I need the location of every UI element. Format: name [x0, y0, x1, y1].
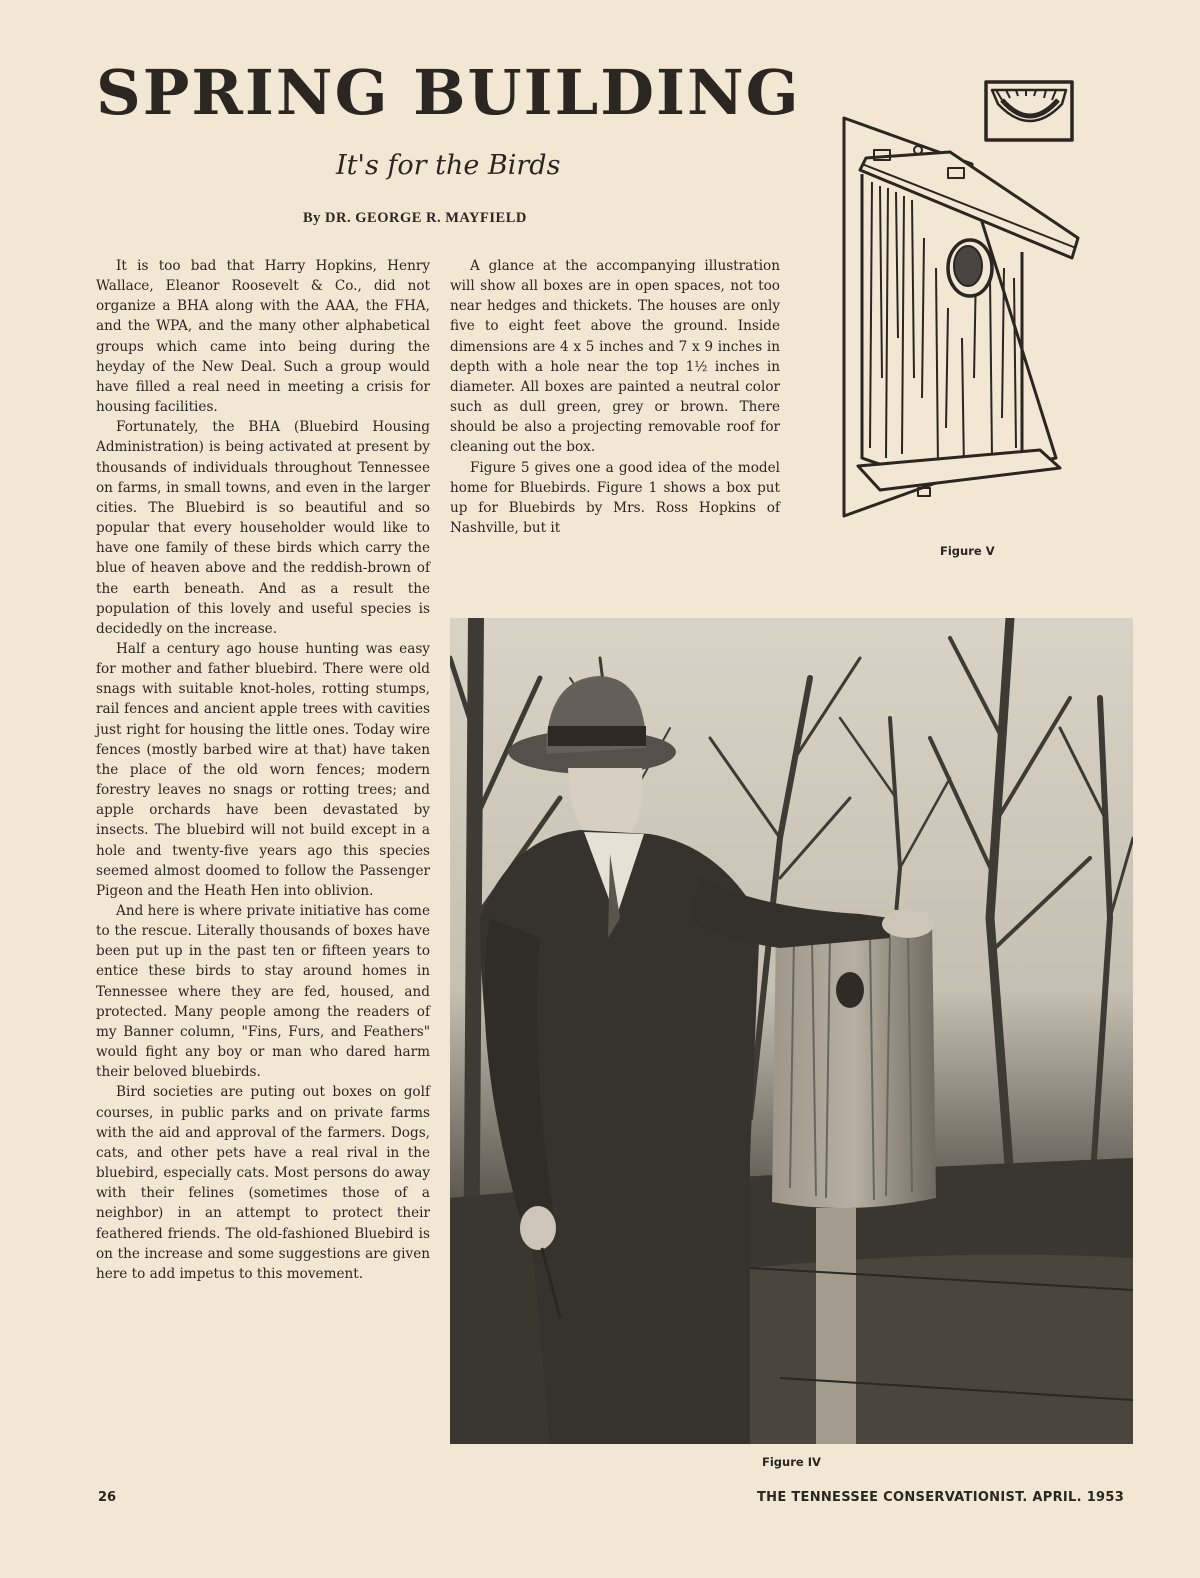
article-column-2 [450, 256, 780, 538]
paragraph: A glance at the accompanying illustration will show all boxes are in open spaces, not too near hedges and thickets. The houses are only five to eight feet above the ground. Inside dimensions are 4 x 5 inches and 7 x 9 inches in depth with a hole near the top 1½ inches in diameter. All boxes are painted a neutral color such as dull green, grey or brown. There should be also a projecting removable roof for cleaning out the box. [450, 258, 780, 456]
paragraph: And here is where private initiative has come to the rescue. Literally thousands of boxes have been put up in the past ten or fifteen years to entice these birds to stay around homes in Tennessee where they are fed, housed, and protected. Many people among the readers of my Banner column, "Fins, Furs, and Feathers" would fight any boy or man who dared harm their beloved bluebirds. [96, 903, 430, 1081]
photo-illustration [450, 618, 1133, 1444]
man-with-birdhouse-photo [450, 618, 1133, 1444]
byline: By DR. GEORGE R. MAYFIELD [303, 210, 527, 226]
paragraph: Bird societies are puting out boxes on golf courses, in public parks and on private farms with the aid and approval of the farmers. Dogs, cats, and other pets have a real rival in the bluebird, especially cats. Most persons do away with their felines (sometimes those of a neighbor) in an attempt to protect their feathered friends. The old-fashioned Bluebird is on the increase and some suggestions are given here to add impetus to this movement. [96, 1084, 430, 1282]
paragraph: It is too bad that Harry Hopkins, Henry Wallace, Eleanor Roosevelt & Co., did not organize a BHA along with the AAA, the FHA, and the WPA, and the many other alphabetical groups which came into being during the heyday of the New Deal. Such a group would have filled a real need in meeting a crisis for housing facilities. [96, 258, 430, 416]
article-column-1 [96, 256, 430, 1284]
page-number: 26 [98, 1490, 117, 1505]
paragraph: Figure 5 gives one a good idea of the model home for Bluebirds. Figure 1 shows a box put up for Bluebirds by Mrs. Ross Hopkins of Nashville, but it [450, 459, 780, 537]
figure-iv-caption: Figure IV [762, 1455, 821, 1469]
paragraph: Fortunately, the BHA (Bluebird Housing Administration) is being activated at present by thousands of individuals throughout Tennessee on farms, in small towns, and even in the larger cities. The Bluebird is so beautiful and so popular that every householder would like to have one family of these birds which carry the blue of heaven above and the reddish-brown of the earth beneath. And as a result the population of this lovely and useful species is decidedly on the increase. [96, 419, 430, 637]
publication-footer: THE TENNESSEE CONSERVATIONIST. APRIL. 1953 [757, 1490, 1125, 1505]
paragraph: Half a century ago house hunting was easy for mother and father bluebird. There were old snags with suitable knot-holes, rotting stumps, rail fences and ancient apple trees with cavities just right for housing the little ones. Today wire fences (mostly barbed wire at that) have taken the place of the old worn fences; modern forestry leaves no snags or rotting trees; and apple orchards have been devastated by insects. The bluebird will not build except in a hole and twenty-five years ago this species seemed almost doomed to follow the Passenger Pigeon and the Heath Hen into oblivion. [96, 640, 430, 899]
bluebird-house-drawing [840, 78, 1082, 520]
article-subtitle: It's for the Birds [336, 150, 561, 181]
figure-v-caption: Figure V [940, 544, 995, 558]
article-title: SPRING BUILDING [96, 56, 801, 129]
